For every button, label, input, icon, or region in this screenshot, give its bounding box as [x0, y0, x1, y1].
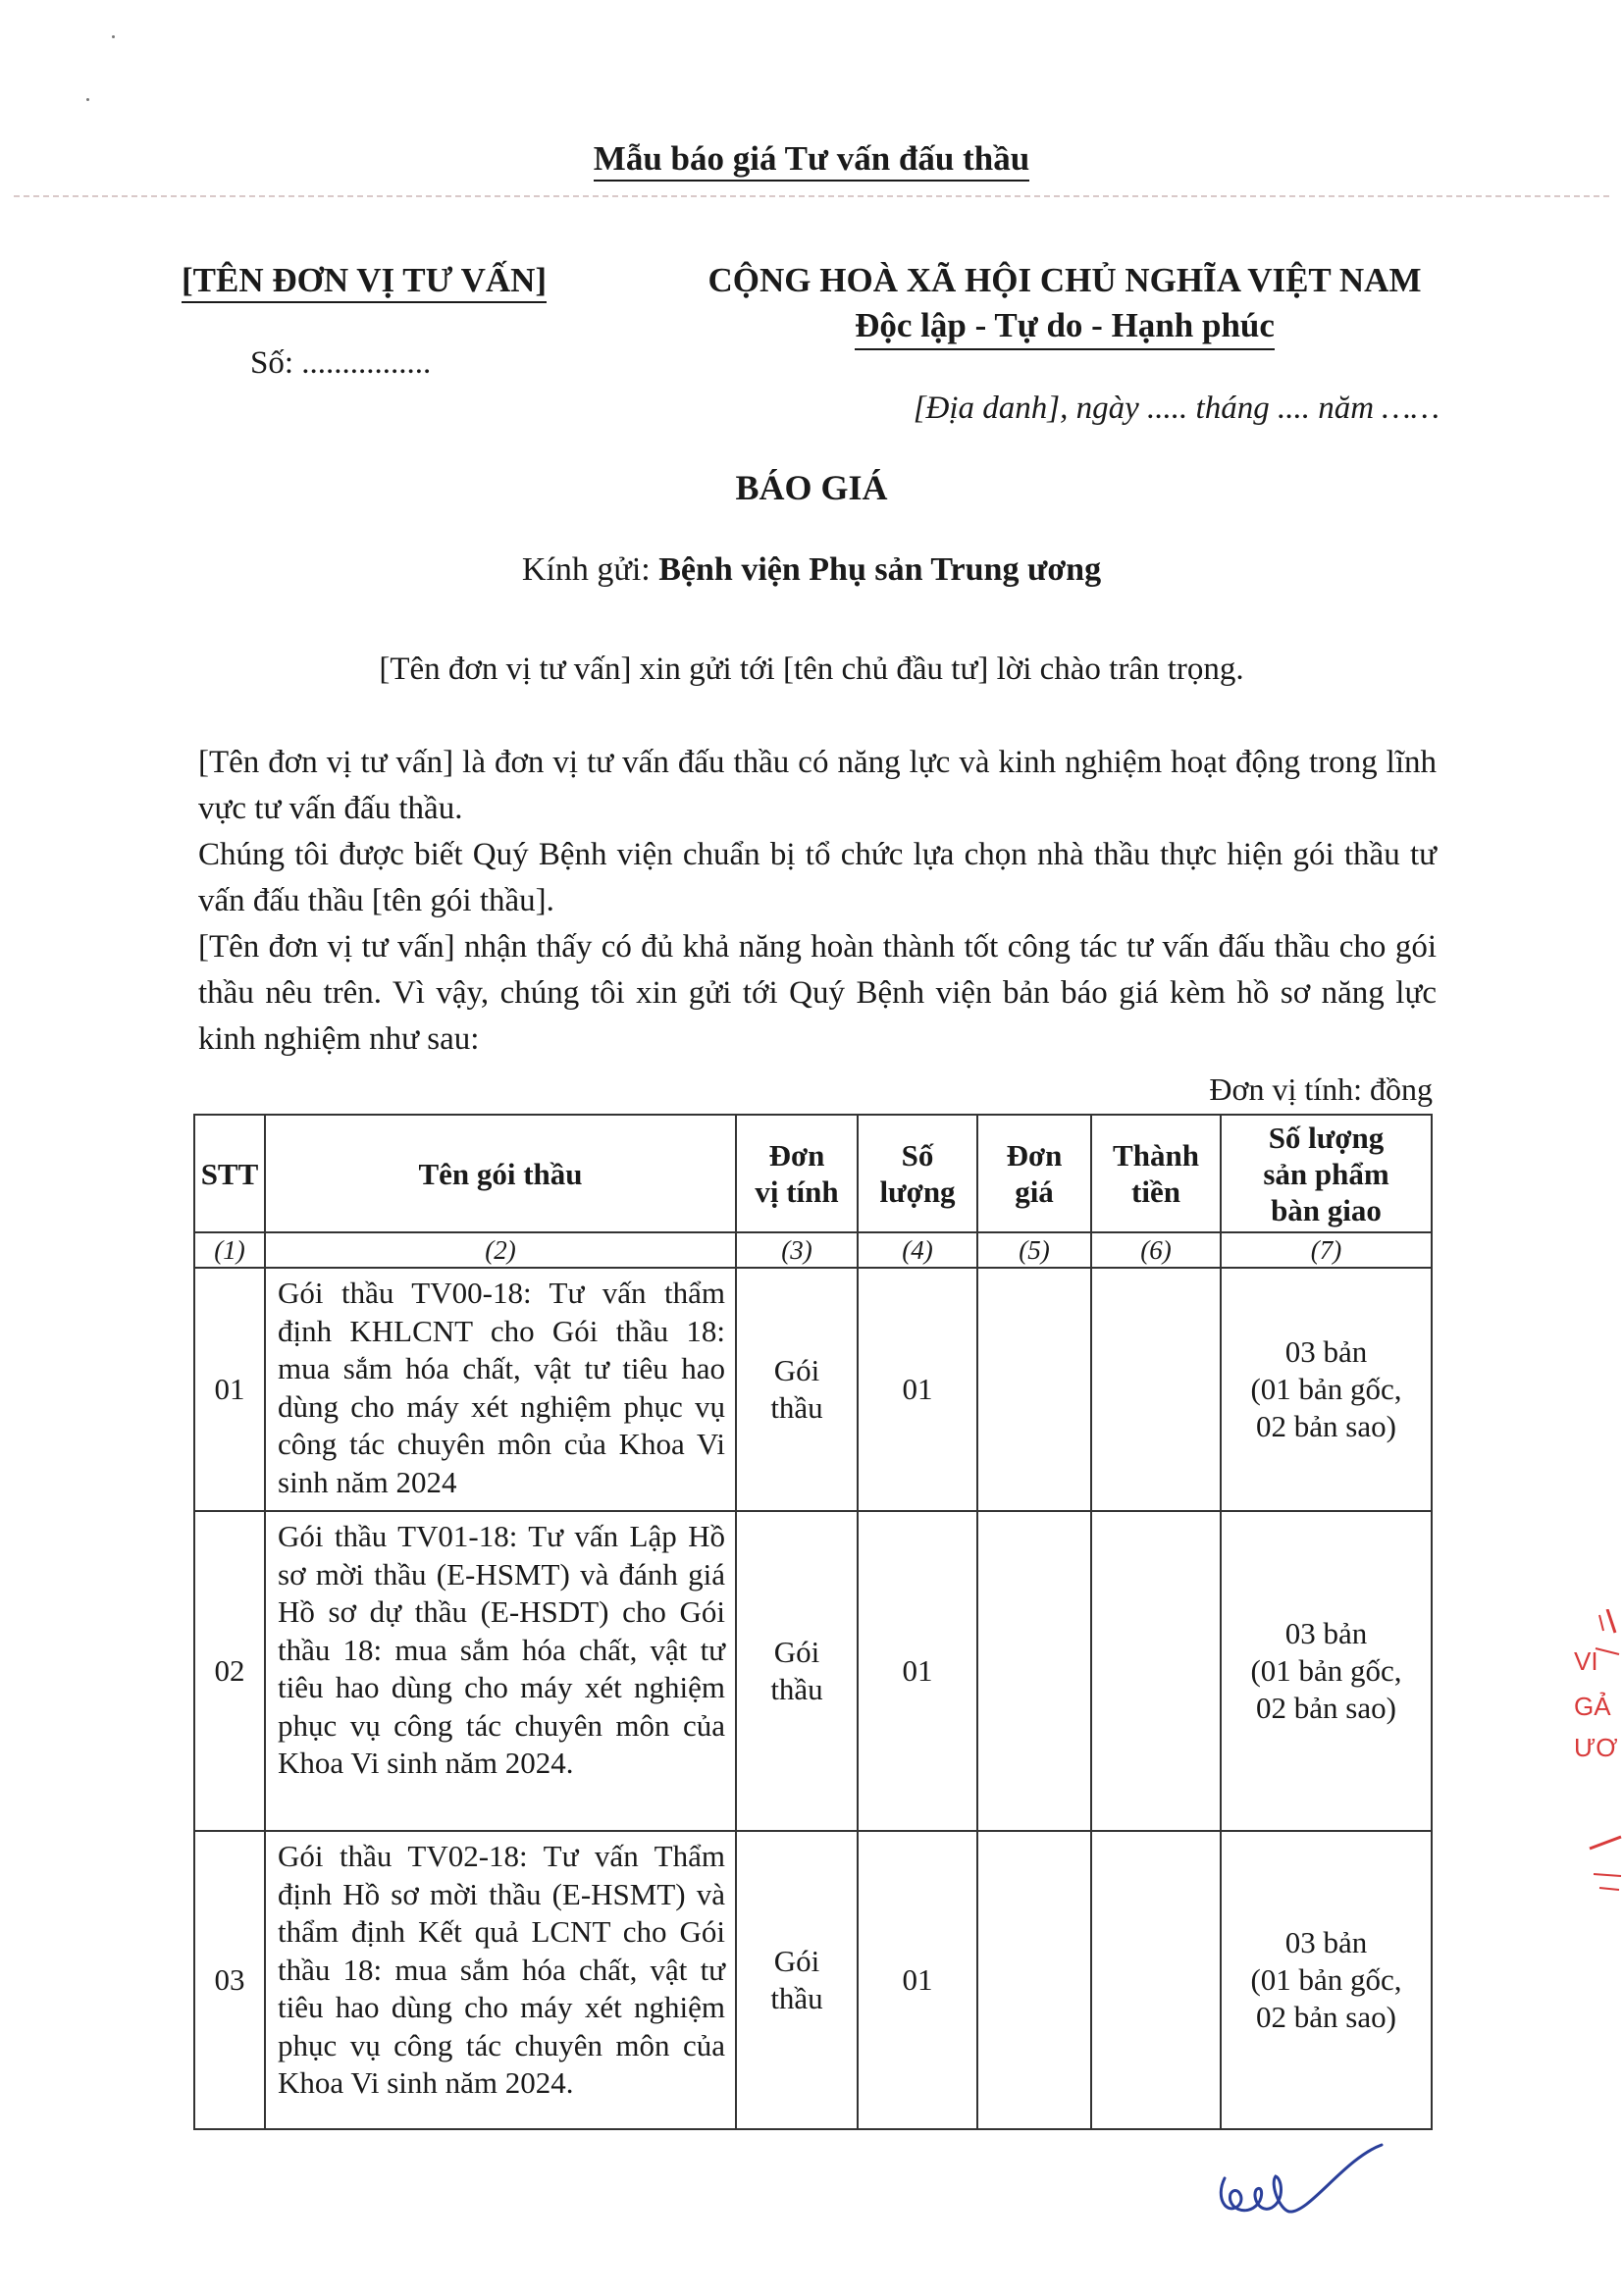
header-quantity: Số lượng — [858, 1115, 977, 1232]
paragraph-2: Chúng tôi được biết Quý Bệnh viện chuẩn bị tổ chức lựa chọn nhà thầu thực hiện gói thầu tư vấn đấu thầu [tên gói thầu]. — [198, 837, 1437, 918]
row-unit: Gói thầu — [736, 1511, 858, 1831]
scan-speck — [112, 35, 115, 38]
place-date: [Địa danh], ngày ..... tháng .... năm …… — [913, 391, 1440, 426]
row-unit: Gói thầu — [736, 1831, 858, 2129]
column-number: (7) — [1221, 1232, 1432, 1268]
header-unit: Đơn vị tính — [736, 1115, 858, 1232]
header-package-name: Tên gói thầu — [265, 1115, 736, 1232]
row-stt: 03 — [194, 1831, 265, 2129]
national-motto: Độc lập - Tự do - Hạnh phúc — [677, 304, 1452, 347]
row-deliverables: 03 bản (01 bản gốc, 02 bản sao) — [1221, 1511, 1432, 1831]
org-name: [TÊN ĐƠN VỊ TƯ VẤN] — [182, 261, 547, 300]
currency-unit: Đơn vị tính: đồng — [1209, 1071, 1433, 1107]
stamp-text: VI — [1574, 1646, 1598, 1676]
stamp-text: GẢ — [1574, 1692, 1611, 1721]
row-package-name: Gói thầu TV02-18: Tư vấn Thẩm định Hồ sơ mời thầu (E-HSMT) và thẩm định Kết quả LCNT cho Gói thầu 18: mua sắm hóa chất, vật tư tiêu hao dùng cho máy xét nghiệm phục vụ công tác chuyên môn của Khoa Vi sinh năm 2024. — [265, 1831, 736, 2129]
row-total — [1091, 1511, 1221, 1831]
row-stt: 02 — [194, 1511, 265, 1831]
initials-signature-icon — [1207, 2119, 1393, 2237]
row-quantity: 01 — [858, 1831, 977, 2129]
column-number: (4) — [858, 1232, 977, 1268]
row-quantity: 01 — [858, 1268, 977, 1511]
column-number: (6) — [1091, 1232, 1221, 1268]
row-package-name: Gói thầu TV01-18: Tư vấn Lập Hồ sơ mời thầu (E-HSMT) và đánh giá Hồ sơ dự thầu (E-HSDT) cho Gói thầu 18: mua sắm hóa chất, vật tư tiêu hao dùng cho máy xét nghiệm phục vụ công tác chuyên môn của Khoa Vi sinh năm 2024. — [265, 1511, 736, 1831]
recipient-name: Bệnh viện Phụ sản Trung ương — [658, 551, 1102, 588]
row-total — [1091, 1268, 1221, 1511]
row-total — [1091, 1831, 1221, 2129]
quote-table — [193, 1114, 1433, 2130]
table-row — [194, 1511, 1432, 1831]
recipient-line — [0, 551, 1623, 589]
form-title: Mẫu báo giá Tư vấn đấu thầu — [0, 137, 1623, 181]
header-total: Thành tiền — [1091, 1115, 1221, 1232]
scan-speck — [86, 98, 89, 101]
paragraph-3: [Tên đơn vị tư vấn] nhận thấy có đủ khả năng hoàn thành tốt công tác tư vấn đấu thầu cho gói thầu nêu trên. Vì vậy, chúng tôi xin gửi tới Quý Bệnh viện bản báo giá kèm hồ sơ năng lực kinh nghiệm như sau: — [198, 929, 1437, 1057]
row-deliverables: 03 bản (01 bản gốc, 02 bản sao) — [1221, 1268, 1432, 1511]
row-stt: 01 — [194, 1268, 265, 1511]
header-stt: STT — [194, 1115, 265, 1232]
column-number: (5) — [977, 1232, 1091, 1268]
header-divider — [14, 195, 1609, 197]
table-row — [194, 1831, 1432, 2129]
table-header-row — [194, 1115, 1432, 1232]
row-unit-price — [977, 1268, 1091, 1511]
row-unit-price — [977, 1511, 1091, 1831]
header-deliverables: Số lượng sản phẩm bàn giao — [1221, 1115, 1432, 1232]
recipient-prefix: Kính gửi: — [521, 551, 659, 588]
row-deliverables: 03 bản (01 bản gốc, 02 bản sao) — [1221, 1831, 1432, 2129]
column-number: (2) — [265, 1232, 736, 1268]
greeting: [Tên đơn vị tư vấn] xin gửi tới [tên chủ đầu tư] lời chào trân trọng. — [379, 652, 1244, 687]
column-number: (3) — [736, 1232, 858, 1268]
margin-stamp — [1570, 1609, 1623, 1904]
row-unit-price — [977, 1831, 1091, 2129]
table-row — [194, 1268, 1432, 1511]
column-number-row — [194, 1232, 1432, 1268]
row-package-name: Gói thầu TV00-18: Tư vấn thẩm định KHLCNT cho Gói thầu 18: mua sắm hóa chất, vật tư tiêu hao dùng cho máy xét nghiệm phục vụ công tác chuyên môn của Khoa Vi sinh năm 2024 — [265, 1268, 736, 1511]
row-unit: Gói thầu — [736, 1268, 858, 1511]
document-title: BÁO GIÁ — [735, 468, 888, 507]
doc-number: Số: ................ — [250, 345, 432, 381]
national-title: CỘNG HOÀ XÃ HỘI CHỦ NGHĨA VIỆT NAM — [707, 261, 1422, 299]
paragraph-1: [Tên đơn vị tư vấn] là đơn vị tư vấn đấu thầu có năng lực và kinh nghiệm hoạt động trong lĩnh vực tư vấn đấu thầu. — [198, 745, 1437, 826]
stamp-text: ƯƠ — [1574, 1733, 1618, 1762]
column-number: (1) — [194, 1232, 265, 1268]
header-unit-price: Đơn giá — [977, 1115, 1091, 1232]
row-quantity: 01 — [858, 1511, 977, 1831]
